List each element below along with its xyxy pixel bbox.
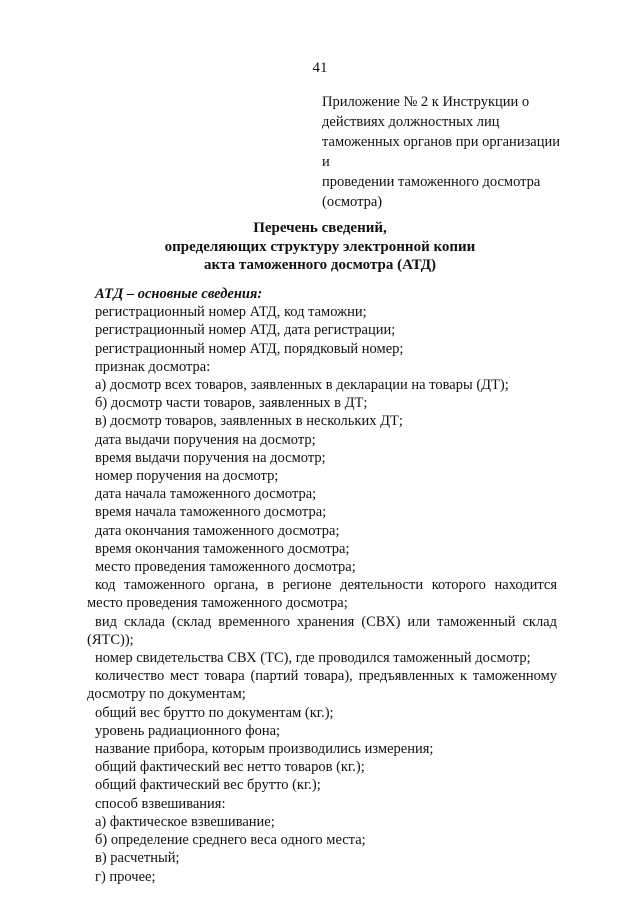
appendix-reference <box>322 92 562 212</box>
list-item: дата окончания таможенного досмотра; <box>95 522 340 539</box>
list-item: а) досмотр всех товаров, заявленных в декларации на товары (ДТ); <box>95 377 509 394</box>
list-item: б) определение среднего веса одного места; <box>95 832 366 849</box>
paragraph-customs-office-code: код таможенного органа, в регионе деятельности которого находится место проведения таможенного досмотра; <box>87 577 557 612</box>
appendix-line: (осмотра) <box>322 194 383 210</box>
appendix-line: действиях должностных лиц <box>322 114 500 130</box>
list-item: регистрационный номер АТД, код таможни; <box>95 304 367 321</box>
section-heading: АТД – основные сведения: <box>95 286 263 302</box>
list-item: регистрационный номер АТД, дата регистрации; <box>95 322 396 339</box>
title-line: Перечень сведений, <box>253 220 387 236</box>
list-item: время окончания таможенного досмотра; <box>95 540 350 557</box>
list-item: время выдачи поручения на досмотр; <box>95 449 326 466</box>
list-item: общий фактический вес брутто (кг.); <box>95 777 321 794</box>
list-item: г) прочее; <box>95 868 156 885</box>
list-item: время начала таможенного досмотра; <box>95 504 327 521</box>
page-number: 41 <box>312 60 328 76</box>
title-line: акта таможенного досмотра (АТД) <box>203 257 437 273</box>
paragraph-package-count: количество мест товара (партий товара), предъявленных к таможенному досмотру по документам; <box>87 668 557 703</box>
list-item: признак досмотра: <box>95 358 211 375</box>
title-line: определяющих структуру электронной копии <box>164 238 476 255</box>
list-item: место проведения таможенного досмотра; <box>95 559 356 576</box>
list-item: уровень радиационного фона; <box>95 722 281 739</box>
list-item: дата выдачи поручения на досмотр; <box>95 431 316 448</box>
appendix-line: таможенных органов при организации и <box>322 134 561 170</box>
list-item: а) фактическое взвешивание; <box>95 813 275 830</box>
document-body <box>87 285 557 886</box>
list-item: номер поручения на досмотр; <box>95 468 279 485</box>
list-item: б) досмотр части товаров, заявленных в ДТ; <box>95 395 368 412</box>
paragraph-warehouse-type: вид склада (склад временного хранения (СВХ) или таможенный склад (ЯТС)); <box>87 613 557 648</box>
list-item: способ взвешивания: <box>95 795 226 812</box>
list-item: регистрационный номер АТД, порядковый номер; <box>95 340 404 357</box>
list-item: в) расчетный; <box>95 850 180 867</box>
list-item: общий фактический вес нетто товаров (кг.); <box>95 759 365 776</box>
list-item: номер свидетельства СВХ (ТС), где проводился таможенный досмотр; <box>95 650 531 667</box>
list-item: дата начала таможенного досмотра; <box>95 486 317 503</box>
appendix-line: Приложение № 2 к Инструкции о <box>322 94 530 110</box>
list-item: общий вес брутто по документам (кг.); <box>95 704 334 721</box>
list-item: в) досмотр товаров, заявленных в нескольких ДТ; <box>95 413 403 430</box>
document-title <box>0 219 640 275</box>
list-item: название прибора, которым производились измерения; <box>95 741 434 758</box>
appendix-line: проведении таможенного досмотра <box>322 174 541 190</box>
